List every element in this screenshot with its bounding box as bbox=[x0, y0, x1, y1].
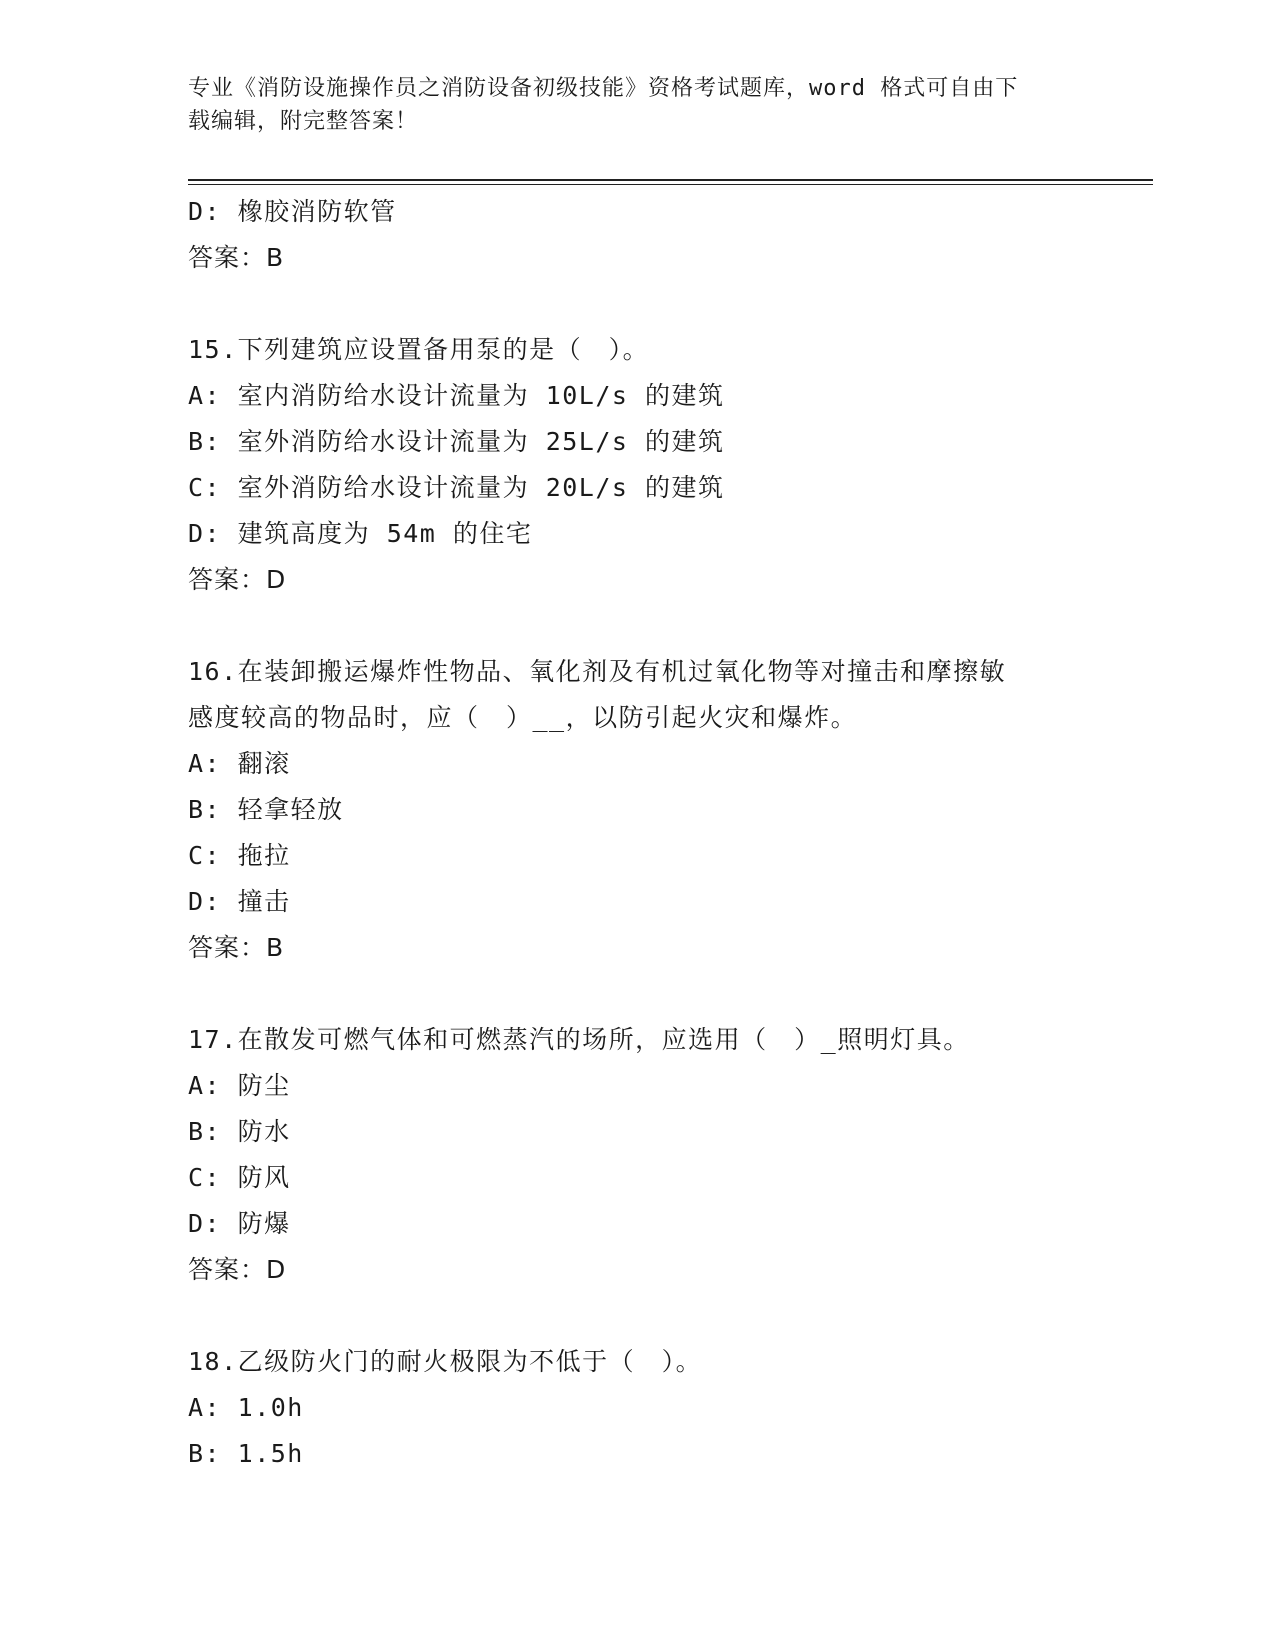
document-header bbox=[188, 72, 1088, 138]
header-line-1: 专业《消防设施操作员之消防设备初级技能》资格考试题库，word 格式可自由下 bbox=[188, 76, 1019, 101]
question-15-option-b: B: 室外消防给水设计流量为 25L/s 的建筑 bbox=[188, 427, 725, 456]
question-17-option-b: B: 防水 bbox=[188, 1117, 291, 1146]
question-15-option-a: A: 室内消防给水设计流量为 10L/s 的建筑 bbox=[188, 381, 725, 410]
question-15-option-c: C: 室外消防给水设计流量为 20L/s 的建筑 bbox=[188, 473, 725, 502]
prev-answer: 答案：B bbox=[188, 243, 285, 272]
question-17-answer: 答案：D bbox=[188, 1255, 287, 1284]
question-15-option-d: D: 建筑高度为 54m 的住宅 bbox=[188, 519, 533, 548]
spacer bbox=[188, 1293, 1088, 1339]
question-18-stem: 18.乙级防火门的耐火极限为不低于（ ）。 bbox=[188, 1347, 703, 1376]
question-15-answer: 答案：D bbox=[188, 565, 287, 594]
question-17-option-d: D: 防爆 bbox=[188, 1209, 291, 1238]
question-16-answer: 答案：B bbox=[188, 933, 285, 962]
question-16-option-a: A: 翻滚 bbox=[188, 749, 291, 778]
spacer bbox=[188, 971, 1088, 1017]
question-18-option-a: A: 1.0h bbox=[188, 1393, 304, 1422]
question-16-option-b: B: 轻拿轻放 bbox=[188, 795, 344, 824]
question-15-stem: 15.下列建筑应设置备用泵的是（ ）。 bbox=[188, 335, 650, 364]
spacer bbox=[188, 281, 1088, 327]
header-divider-thin bbox=[188, 184, 1153, 185]
prev-option-d: D: 橡胶消防软管 bbox=[188, 197, 397, 226]
question-16-stem-line-2: 感度较高的物品时，应（ ）__，以防引起火灾和爆炸。 bbox=[188, 703, 858, 732]
question-16-stem-line-1: 16.在装卸搬运爆炸性物品、氧化剂及有机过氧化物等对撞击和摩擦敏 bbox=[188, 657, 1007, 686]
header-divider-thick bbox=[188, 179, 1153, 181]
spacer bbox=[188, 603, 1088, 649]
question-list bbox=[188, 189, 1088, 1477]
question-16-option-c: C: 拖拉 bbox=[188, 841, 291, 870]
question-17-stem: 17.在散发可燃气体和可燃蒸汽的场所，应选用（ ）_照明灯具。 bbox=[188, 1025, 970, 1054]
question-17-option-a: A: 防尘 bbox=[188, 1071, 291, 1100]
question-17-option-c: C: 防风 bbox=[188, 1163, 291, 1192]
question-18-option-b: B: 1.5h bbox=[188, 1439, 304, 1468]
question-16-option-d: D: 撞击 bbox=[188, 887, 291, 916]
header-line-2: 载编辑，附完整答案！ bbox=[188, 109, 419, 134]
